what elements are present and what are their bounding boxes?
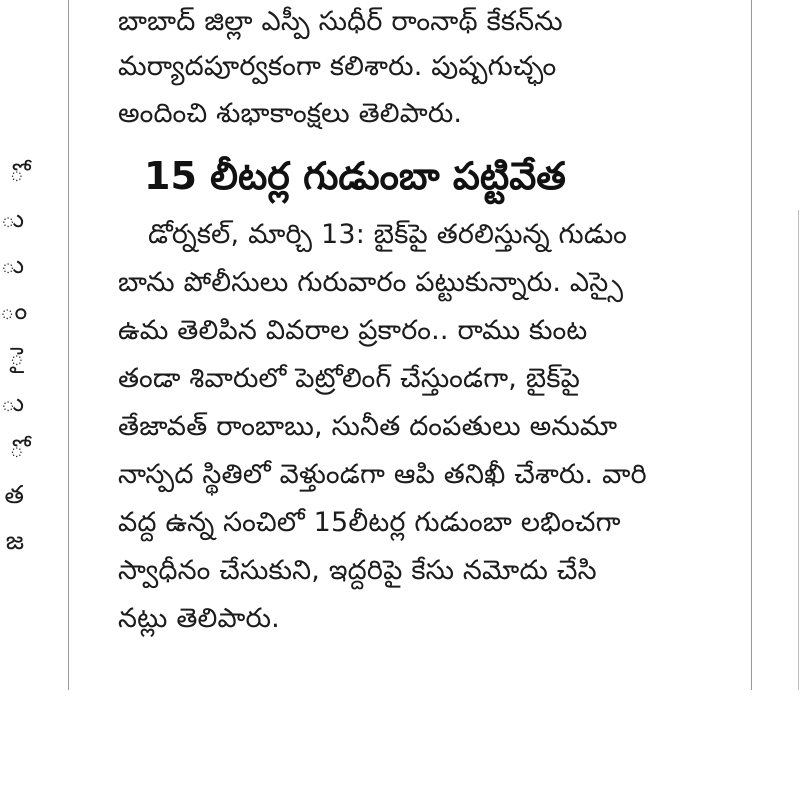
- column-divider-right: [751, 0, 752, 690]
- left-column-glyph: ో: [9, 158, 24, 187]
- previous-article-line: అందించి శుభాకాంక్షలు తెలిపారు.: [118, 98, 463, 129]
- news-article-column: [118, 0, 718, 643]
- article-line: ఉమ తెలిపిన వివరాల ప్రకారం.. రాము కుంట: [118, 315, 588, 346]
- article-line: డోర్నకల్, మార్చి 13: బైక్‌పై తరలిస్తున్న గుడుం: [148, 219, 628, 250]
- article-line: నట్లు తెలిపారు.: [118, 603, 280, 634]
- article-headline: 15 లీటర్ల గుడుంబా పట్టివేత: [144, 154, 566, 198]
- left-column-glyph: జ: [5, 526, 24, 555]
- article-body: [118, 211, 718, 643]
- article-line: తండా శివారులో పెట్రోలింగ్ చేస్తుండగా, బైక్‌పై: [118, 363, 581, 394]
- article-line: స్వాధీనం చేసుకుని, ఇద్దరిపై కేసు నమోదు చేసి: [118, 555, 597, 586]
- left-column-glyph: త: [4, 480, 24, 509]
- previous-article-line: బాబాద్ జిల్లా ఎస్పీ సుధీర్ రాంనాథ్ కేకన్‌ను: [118, 6, 563, 37]
- left-column-fragment: [0, 150, 28, 564]
- left-column-glyph: ై: [9, 342, 24, 371]
- previous-article-tail: [118, 0, 718, 137]
- previous-article-line: మర్యాదపూర్వకంగా కలిశారు. పుష్పగుచ్ఛం: [118, 51, 557, 82]
- article-line: తేజావత్ రాంబాబు, సునీత దంపతులు అనుమా: [118, 411, 618, 442]
- left-column-glyph: ు: [0, 388, 24, 417]
- article-line: వద్ద ఉన్న సంచిలో 15లీటర్ల గుడుంబా లభించగా: [118, 507, 621, 538]
- article-line: బాను పోలీసులు గురువారం పట్టుకున్నారు. ఎస్సై: [118, 267, 624, 298]
- left-column-glyph: ు: [0, 250, 24, 279]
- left-column-glyph: ో: [9, 434, 24, 463]
- left-column-glyph: ం: [0, 296, 28, 325]
- left-column-glyph: ు: [0, 204, 24, 233]
- column-divider-left: [68, 0, 69, 690]
- column-divider-far-right: [798, 210, 799, 690]
- article-line: నాస్పద స్థితిలో వెళ్తుండగా ఆపి తనిఖీ చేశారు. వారి: [118, 459, 647, 490]
